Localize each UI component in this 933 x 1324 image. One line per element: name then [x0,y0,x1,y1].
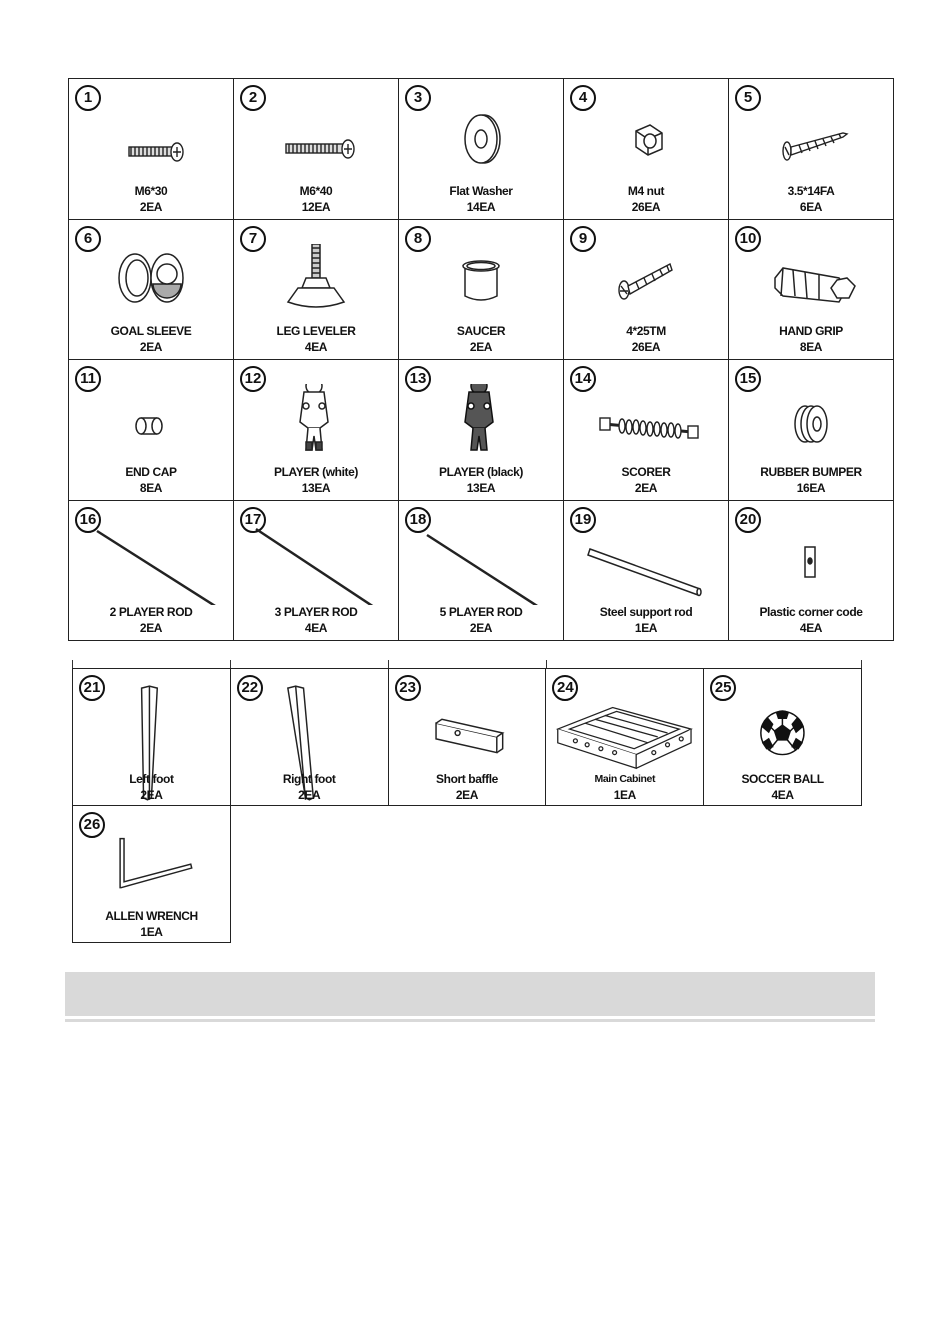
part-cell-21 [73,669,231,806]
part-name: GOAL SLEEVE [110,324,192,338]
section-divider [65,1019,875,1022]
part-number: 7 [240,226,266,252]
part-number: 10 [735,226,761,252]
corner-code-icon [729,525,893,605]
part-name: M6*30 [134,183,168,198]
parts-grid-bottom [72,668,862,806]
parts-grid-top [68,78,894,641]
part-number: 22 [237,675,263,701]
part-number: 25 [710,675,736,701]
part-quantity: 13EA [301,480,331,495]
hand-grip-icon [729,244,893,324]
saucer-icon [399,244,563,324]
part-cell-10 [729,220,894,361]
part-name: 5 PLAYER ROD [439,605,523,619]
part-quantity: 4EA [304,340,328,354]
part-number: 2 [240,85,266,111]
part-quantity: 4EA [799,621,823,635]
part-cell-23 [389,669,547,806]
part-number: 8 [405,226,431,252]
long-bolt-icon [234,103,398,183]
part-number: 3 [405,85,431,111]
part-name: M6*40 [299,183,333,198]
goal-sleeve-icon [69,244,233,324]
part-number: 11 [75,366,101,392]
washer-icon [399,103,563,183]
part-number: 17 [240,507,266,533]
part-quantity: 2EA [298,788,321,802]
part-quantity: 2EA [140,788,163,802]
part-name: 3 PLAYER ROD [274,605,358,619]
part-number: 23 [395,675,421,701]
rod-icon [399,525,563,605]
part-quantity: 2EA [455,788,479,802]
part-quantity: 13EA [466,480,496,495]
part-name: Steel support rod [599,605,693,619]
part-number: 16 [75,507,101,533]
part-cell-12 [234,360,399,501]
part-name: Left foot [129,772,174,786]
part-name: 3.5*14FA [787,183,835,198]
part-quantity: 2EA [139,340,163,354]
allen-wrench-icon [73,830,230,910]
part-cell-18 [399,501,564,642]
part-number: 6 [75,226,101,252]
part-quantity: 1EA [634,621,658,635]
part-name: RUBBER BUMPER [760,464,862,479]
part-number: 18 [405,507,431,533]
part-quantity: 12EA [301,199,331,214]
divider-ticks [72,660,862,668]
short-baffle-icon [389,693,546,773]
part-quantity: 2EA [469,340,493,354]
part-quantity: 2EA [139,621,163,635]
part-quantity: 2EA [469,621,493,635]
part-name: 4*25TM [626,324,666,338]
part-cell-4 [564,79,729,220]
part-cell-2 [234,79,399,220]
part-name: SCORER [621,464,671,479]
part-name: SAUCER [456,324,506,338]
main-cabinet-icon [546,693,703,773]
part-name: Right foot [282,772,336,786]
hex-nut-icon [564,103,728,183]
part-name: PLAYER (black) [439,464,523,479]
rod-icon [234,525,398,605]
part-quantity: 8EA [139,480,163,495]
part-quantity: 26EA [631,340,661,354]
screw-icon [564,244,728,324]
part-name: M4 nut [627,183,665,198]
part-number: 24 [552,675,578,701]
wood-screw-icon [729,103,893,183]
part-number: 1 [75,85,101,111]
part-number: 19 [570,507,596,533]
part-cell-3 [399,79,564,220]
part-cell-17 [234,501,399,642]
part-quantity: 1EA [140,925,163,939]
part-cell-5 [729,79,894,220]
part-name: Plastic corner code [759,605,863,619]
part-cell-8 [399,220,564,361]
part-quantity: 8EA [799,340,823,354]
part-cell-25 [704,669,862,806]
part-number: 20 [735,507,761,533]
rubber-bumper-icon [729,384,893,464]
part-quantity: 6EA [799,199,823,214]
part-cell-11 [69,360,234,501]
part-cell-24 [546,669,704,806]
player-white-icon [234,384,398,464]
part-quantity: 14EA [466,199,496,214]
part-cell-16 [69,501,234,642]
section-header-bar [65,972,875,1016]
part-name: LEG LEVELER [276,324,356,338]
part-cell-1 [69,79,234,220]
leg-leveler-icon [234,244,398,324]
part-quantity: 2EA [139,199,163,214]
soccer-ball-icon [704,693,861,773]
part-name: ALLEN WRENCH [105,909,198,923]
part-cell-14 [564,360,729,501]
part-cell-15 [729,360,894,501]
part-name: 2 PLAYER ROD [109,605,193,619]
part-cell-7 [234,220,399,361]
rod-icon [69,525,233,605]
part-quantity: 26EA [631,199,661,214]
part-quantity: 2EA [634,480,658,495]
part-quantity: 1EA [613,788,636,802]
part-cell-9 [564,220,729,361]
part-cell-6 [69,220,234,361]
part-quantity: 16EA [796,480,826,495]
part-name: HAND GRIP [779,324,843,338]
part-name: Short baffle [436,772,498,786]
part-cell-26 [72,806,231,943]
part-number: 26 [79,812,105,838]
part-name: Flat Washer [449,183,513,198]
part-number: 5 [735,85,761,111]
end-cap-icon [69,384,233,464]
part-number: 9 [570,226,596,252]
part-cell-22 [231,669,389,806]
part-number: 13 [405,366,431,392]
part-name: END CAP [125,464,177,479]
scorer-icon [564,384,728,464]
part-number: 12 [240,366,266,392]
part-number: 15 [735,366,761,392]
part-number: 4 [570,85,596,111]
part-cell-20 [729,501,894,642]
part-number: 21 [79,675,105,701]
part-cell-13 [399,360,564,501]
player-black-icon [399,384,563,464]
part-quantity: 4EA [771,788,794,802]
part-name: PLAYER (white) [274,464,358,479]
short-bolt-icon [69,103,233,183]
part-name: Main Cabinet [594,773,656,785]
part-quantity: 4EA [304,621,328,635]
part-cell-19 [564,501,729,642]
part-number: 14 [570,366,596,392]
support-rod-icon [564,525,728,605]
part-name: SOCCER BALL [741,772,824,786]
